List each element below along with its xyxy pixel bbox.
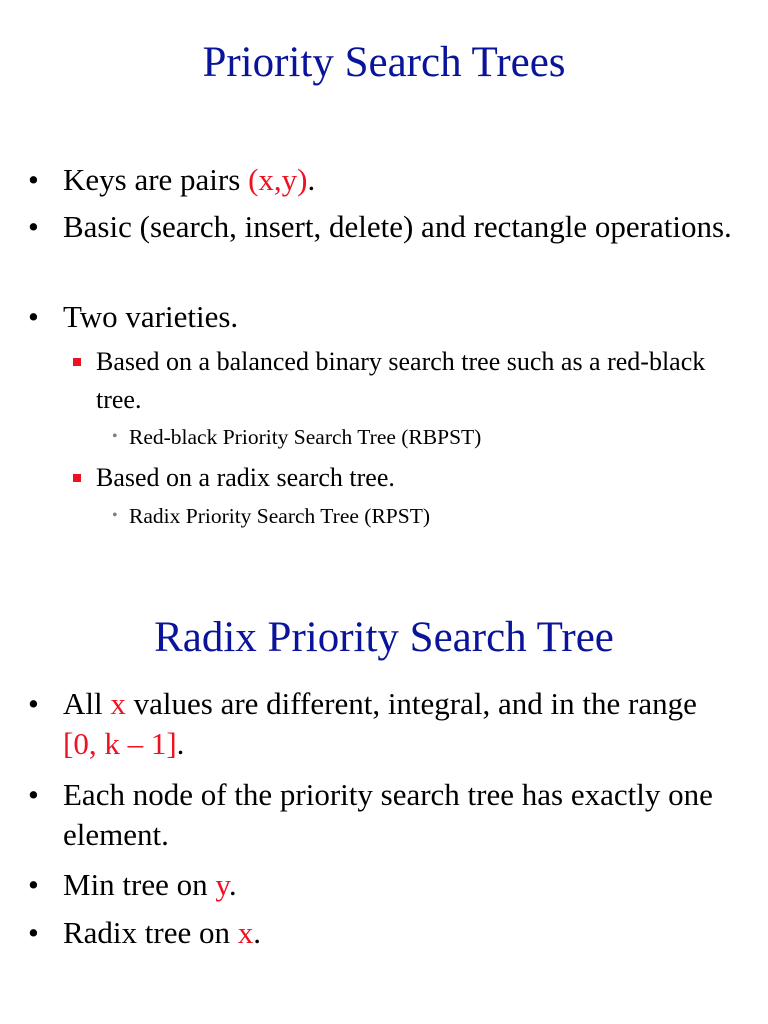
bullet-text: Radix tree on x. xyxy=(63,915,262,950)
bullet-icon: • xyxy=(28,162,39,197)
sub-bullet-text: Based on a balanced binary search tree such as a red-black tree. xyxy=(96,347,706,414)
bullet-text: Keys are pairs (x,y). xyxy=(63,162,316,197)
slide-title: Radix Priority Search Tree xyxy=(154,614,614,661)
sub-bullet-text: Based on a radix search tree. xyxy=(96,463,395,492)
bullet-text: Each node of the priority search tree has exactly one element. xyxy=(63,777,713,852)
bullet-text: Two varieties. xyxy=(63,299,239,334)
highlight-text: (x,y) xyxy=(248,162,308,197)
level3-bullet-text: Radix Priority Search Tree (RPST) xyxy=(129,504,430,528)
bullet-icon: • xyxy=(28,777,39,812)
highlight-text: x xyxy=(237,915,254,950)
bullet-icon: • xyxy=(112,507,118,524)
bullet-text: All x values are different, integral, and in the range [0, k – 1]. xyxy=(63,686,697,761)
highlight-text: x xyxy=(110,686,126,721)
slide-title: Priority Search Trees xyxy=(202,39,566,86)
bullet-text: Min tree on y. xyxy=(63,867,237,902)
highlight-text: [0, k – 1] xyxy=(63,726,177,761)
level3-bullet-text: Red-black Priority Search Tree (RBPST) xyxy=(129,425,482,449)
bullet-icon: • xyxy=(28,209,39,244)
bullet-icon: • xyxy=(28,686,39,721)
bullet-each-node xyxy=(28,775,738,855)
bullet-icon: • xyxy=(28,867,39,902)
bullet-icon: • xyxy=(28,299,39,334)
bullet-icon: • xyxy=(112,428,118,445)
highlight-text: y xyxy=(215,867,229,902)
bullet-radix-tree xyxy=(28,913,738,953)
bullet-min-tree xyxy=(28,865,738,905)
bullet-text: Basic (search, insert, delete) and rectangle operations. xyxy=(63,209,732,244)
bullet-x-values xyxy=(28,684,738,764)
bullet-icon: • xyxy=(28,915,39,950)
